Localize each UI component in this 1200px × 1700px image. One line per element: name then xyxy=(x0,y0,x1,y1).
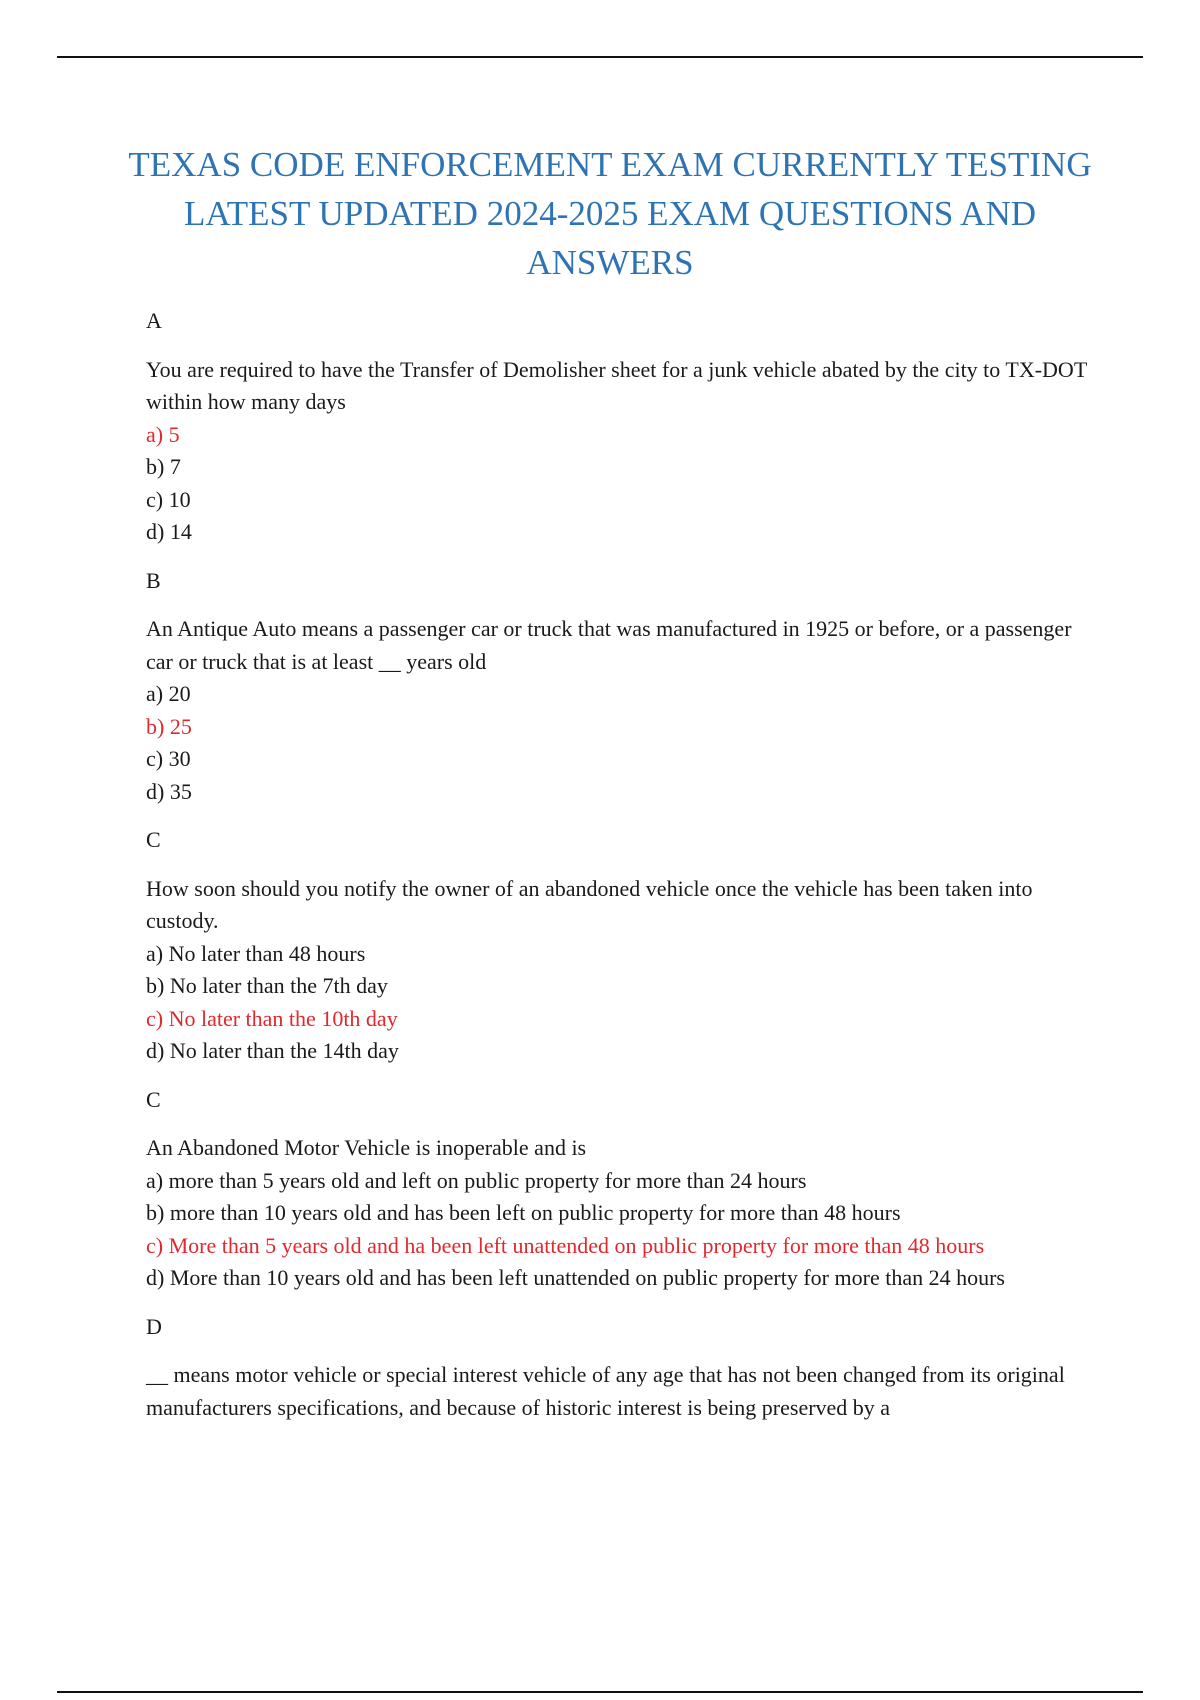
option-correct: c) No later than the 10th day xyxy=(146,1005,398,1031)
option: a) 20 xyxy=(146,681,191,706)
answer-letter: C xyxy=(146,827,161,852)
option-correct: a) 5 xyxy=(146,421,180,447)
answer-letter: D xyxy=(146,1313,162,1339)
option: a) No later than 48 hours xyxy=(146,940,366,966)
question-block xyxy=(146,824,1096,1068)
question-text: An Abandoned Motor Vehicle is inoperable and is xyxy=(146,1135,587,1160)
footer-rule xyxy=(57,1691,1143,1693)
option: d) More than 10 years old and has been left unattended on public property for more than 24 hours xyxy=(146,1265,1005,1290)
option: d) 14 xyxy=(146,519,192,544)
option: c) 30 xyxy=(146,746,191,771)
option-list xyxy=(146,938,1096,1068)
answer-letter: A xyxy=(146,308,162,333)
question-text: An Antique Auto means a passenger car or truck that was manufactured in 1925 or before, or a passenger car or truck that is at least __ years old xyxy=(146,616,1072,674)
option: a) more than 5 years old and left on public property for more than 24 hours xyxy=(146,1167,807,1193)
question-text: How soon should you notify the owner of an abandoned vehicle once the vehicle has been taken into custody. xyxy=(146,875,1033,933)
answer-letter: C xyxy=(146,1086,161,1112)
option: b) No later than the 7th day xyxy=(146,973,388,998)
option: d) No later than the 14th day xyxy=(146,1038,399,1063)
question-block xyxy=(146,305,1096,549)
option-correct: c) More than 5 years old and ha been left unattended on public property for more than 48 hours xyxy=(146,1232,985,1258)
question-text: __ means motor vehicle or special interest vehicle of any age that has not been changed from its original manufacturers specifications, and because of historic interest is being preserved by a xyxy=(146,1362,1065,1420)
option-list xyxy=(146,678,1096,808)
option: d) 35 xyxy=(146,778,192,804)
answer-letter: B xyxy=(146,567,161,593)
question-text: You are required to have the Transfer of Demolisher sheet for a junk vehicle abated by the city to TX-DOT within how many days xyxy=(146,356,1087,414)
question-block xyxy=(146,565,1096,809)
page-title: TEXAS CODE ENFORCEMENT EXAM CURRENTLY TESTING LATEST UPDATED 2024-2025 EXAM QUESTIONS AND ANSWERS xyxy=(128,145,1092,282)
questions-container xyxy=(146,305,1096,1424)
option: c) 10 xyxy=(146,486,191,512)
option-list xyxy=(146,419,1096,549)
option-correct: b) 25 xyxy=(146,713,192,739)
question-block xyxy=(146,1311,1096,1425)
question-block xyxy=(146,1084,1096,1295)
option: b) more than 10 years old and has been left on public property for more than 48 hours xyxy=(146,1200,901,1225)
option: b) 7 xyxy=(146,454,181,479)
option-list xyxy=(146,1165,1096,1295)
header-rule xyxy=(57,56,1143,58)
